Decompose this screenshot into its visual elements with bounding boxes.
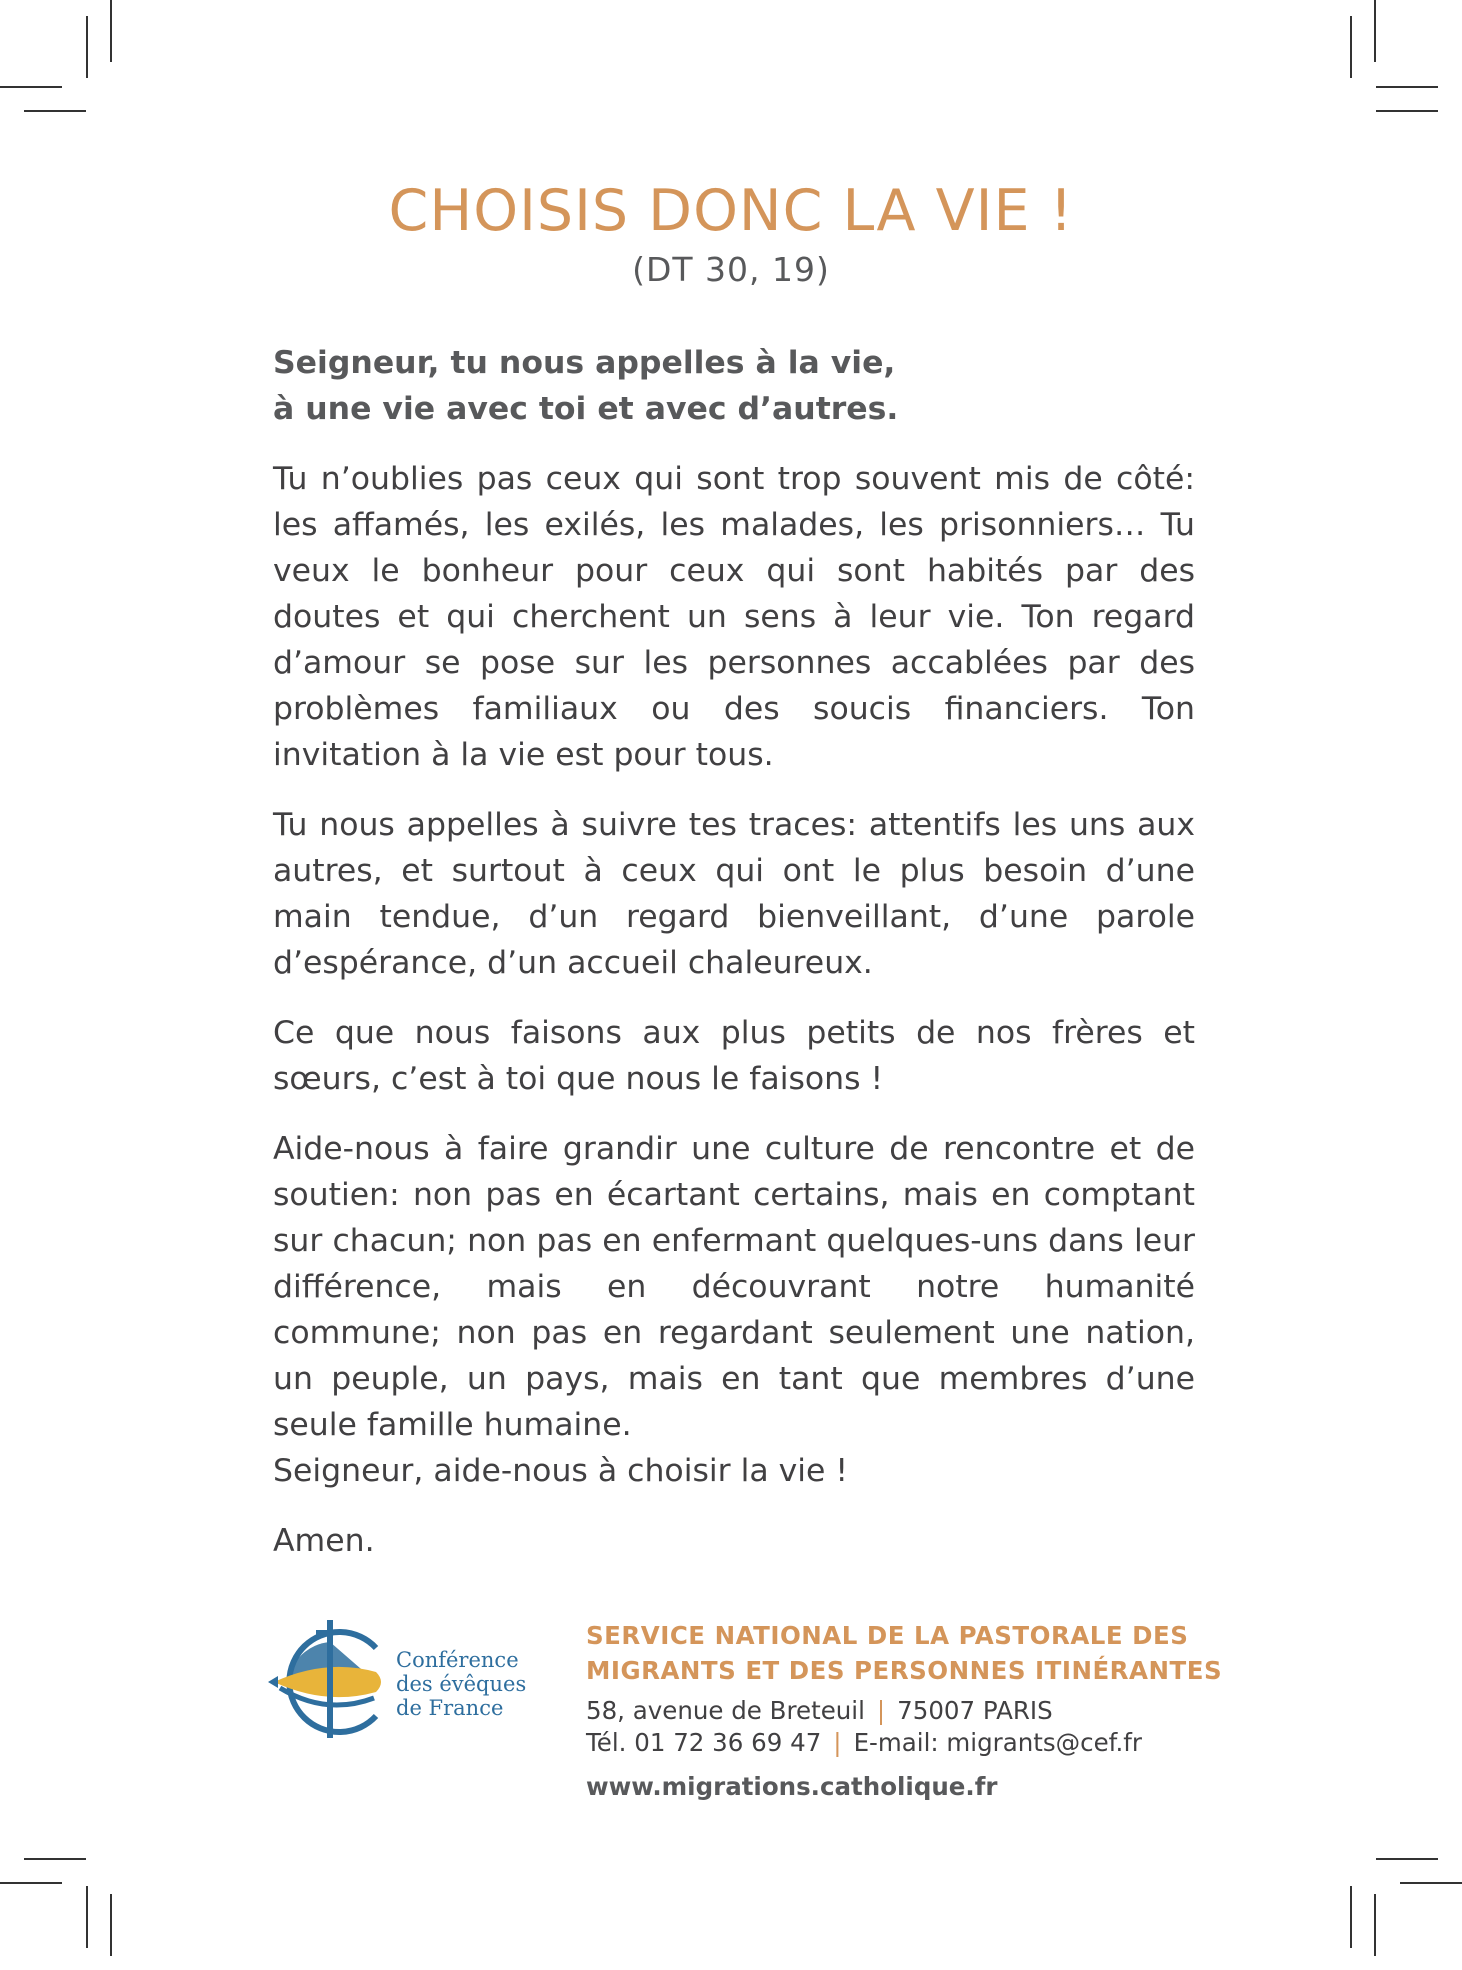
- crop-mark: [24, 110, 86, 112]
- crop-mark: [1350, 16, 1352, 78]
- contact-info: [586, 1695, 1142, 1759]
- prayer-paragraph: Ce que nous faisons aux plus petits de nos frères et sœurs, c’est à toi que nous le faisons !: [273, 1015, 1195, 1097]
- logo-text-line: de France: [396, 1696, 504, 1720]
- crop-mark: [1374, 0, 1376, 62]
- email-address[interactable]: E-mail: migrants@cef.fr: [853, 1728, 1142, 1757]
- crop-mark: [110, 0, 112, 62]
- phone-number: Tél. 01 72 36 69 47: [586, 1728, 822, 1757]
- page-title: CHOISIS DONC LA VIE !: [388, 178, 1074, 244]
- service-name: [586, 1618, 1222, 1688]
- service-line: SERVICE NATIONAL DE LA PASTORALE DES: [586, 1621, 1189, 1650]
- crop-mark: [1350, 1886, 1352, 1948]
- service-line: MIGRANTS ET DES PERSONNES ITINÉRANTES: [586, 1656, 1223, 1685]
- prayer-paragraph: Tu nous appelles à suivre tes traces: attentifs les uns aux autres, et surtout à ceux qui ont le plus besoin d’une main tendue, d’un regard bienveillant, d’une parole d’espérance, d’un accueil chaleureux.: [273, 807, 1195, 981]
- amen: Amen.: [273, 1523, 375, 1559]
- crop-mark: [0, 1882, 62, 1884]
- prayer-paragraph: Tu n’oublies pas ceux qui sont trop souvent mis de côté: les affamés, les exilés, les malades, les prisonniers… Tu veux le bonheur pour ceux qui sont habités par des doutes et qui cherchent un sens à leur vie. Ton regard d’amour se pose sur les personnes accablées par des problèmes familiaux ou des soucis financiers. Ton invitation à la vie est pour tous.: [273, 461, 1195, 773]
- crop-mark: [86, 1886, 88, 1948]
- prayer-paragraph: [273, 1126, 1195, 1494]
- intro-line: Seigneur, tu nous appelles à la vie,: [273, 345, 896, 381]
- phone-email-line: [586, 1727, 1142, 1759]
- separator: |: [876, 1696, 886, 1725]
- crop-mark: [86, 16, 88, 78]
- separator: |: [833, 1728, 842, 1757]
- website-link[interactable]: www.migrations.catholique.fr: [586, 1772, 998, 1801]
- street-address: 58, avenue de Breteuil: [586, 1696, 865, 1725]
- bible-reference: (DT 30, 19): [632, 250, 830, 289]
- prayer-closing-line: Seigneur, aide-nous à choisir la vie !: [273, 1453, 849, 1489]
- crop-mark: [1400, 1882, 1462, 1884]
- crop-mark: [110, 1894, 112, 1956]
- intro-line: à une vie avec toi et avec d’autres.: [273, 391, 899, 427]
- crop-mark: [1376, 110, 1438, 112]
- crop-mark: [1374, 1894, 1376, 1956]
- prayer-body: [273, 340, 1195, 1564]
- logo-text-line: des évêques: [396, 1672, 527, 1696]
- city: 75007 PARIS: [897, 1696, 1053, 1725]
- crop-mark: [0, 86, 62, 88]
- cef-logo-text: [396, 1648, 526, 1720]
- address-line: [586, 1695, 1142, 1727]
- crop-mark: [1376, 1858, 1438, 1860]
- crop-mark: [1376, 86, 1438, 88]
- prayer-paragraph-text: Aide-nous à faire grandir une culture de rencontre et de soutien: non pas en écartant certains, mais en comptant sur chacun; non pas en enfermant quelques-uns dans leur différence, mais en découvrant notre humanité commune; non pas en regardant seulement une nation, un peuple, un pays, mais en tant que membres d’une seule famille humaine.: [273, 1131, 1195, 1443]
- crop-mark: [24, 1858, 86, 1860]
- prayer-intro: [273, 340, 1195, 432]
- logo-text-line: Conférence: [396, 1648, 519, 1672]
